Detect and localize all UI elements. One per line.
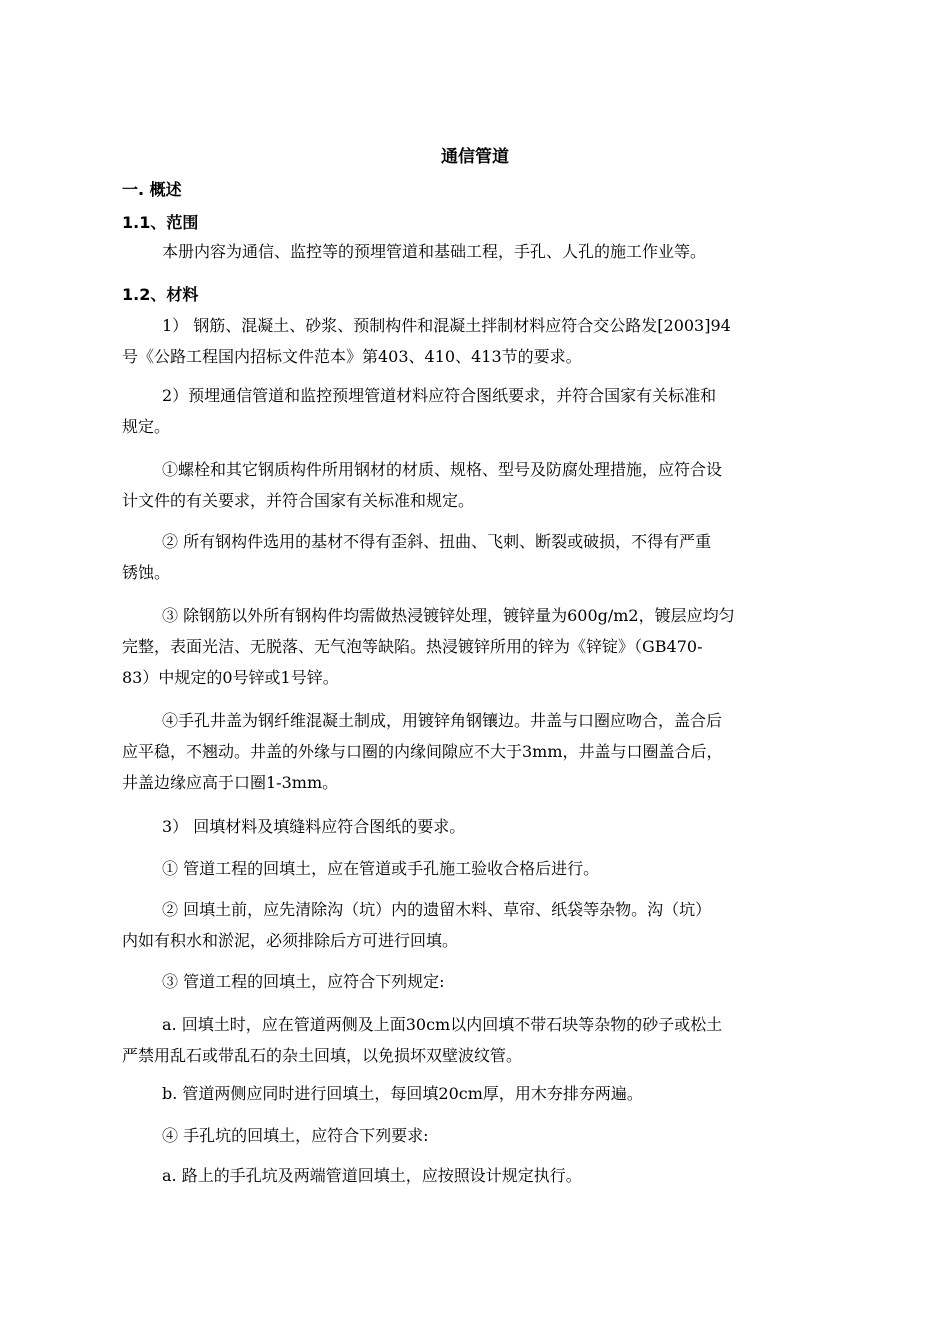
text-line: 计文件的有关要求，并符合国家有关标准和规定。 xyxy=(122,491,475,510)
paragraph-material-2 xyxy=(122,380,838,442)
subsection-heading-materials: 1.2、材料 xyxy=(122,285,199,304)
text-line: ② 回填土前，应先清除沟（坑）内的遗留木料、草帘、纸袋等杂物。沟（坑） xyxy=(162,900,712,919)
paragraph-material-2-item-4 xyxy=(122,705,838,798)
paragraph-material-2-item-3 xyxy=(122,600,838,693)
paragraph-material-3-item-3b xyxy=(122,1078,838,1109)
paragraph-material-3-item-3 xyxy=(122,966,838,997)
text-line: a. 回填土时，应在管道两侧及上面30cm以内回填不带石块等杂物的砂子或松土 xyxy=(162,1015,723,1034)
paragraph-material-3-item-1 xyxy=(122,853,838,884)
subsection-heading-scope: 1.1、范围 xyxy=(122,213,199,232)
paragraph-material-3-item-2 xyxy=(122,894,838,956)
text-line: 内如有积水和淤泥，必须排除后方可进行回填。 xyxy=(122,931,459,950)
scope-paragraph xyxy=(122,236,838,267)
text-line: ③ 除钢筋以外所有钢构件均需做热浸镀锌处理，镀锌量为600g/m2，镀层应均匀 xyxy=(162,606,735,625)
text-line: a. 路上的手孔坑及两端管道回填土，应按照设计规定执行。 xyxy=(162,1166,582,1185)
text-line: ① 管道工程的回填土，应在管道或手孔施工验收合格后进行。 xyxy=(162,859,600,878)
text-line: ④ 手孔坑的回填土，应符合下列要求: xyxy=(162,1126,429,1145)
paragraph-material-3-item-4 xyxy=(122,1120,838,1151)
text-line: 号《公路工程国内招标文件范本》第403、410、413节的要求。 xyxy=(122,347,582,366)
text-line: 规定。 xyxy=(122,417,171,436)
text-line: 2）预埋通信管道和监控预埋管道材料应符合图纸要求，并符合国家有关标准和 xyxy=(162,386,717,405)
text-line: 井盖边缘应高于口圈1-3mm。 xyxy=(122,773,339,792)
text-line: 严禁用乱石或带乱石的杂土回填，以免损坏双壁波纹管。 xyxy=(122,1046,523,1065)
text-line: 1） 钢筋、混凝土、砂浆、预制构件和混凝土拌制材料应符合交公路发[2003]94 xyxy=(162,316,731,335)
text-line: ①螺栓和其它钢质构件所用钢材的材质、规格、型号及防腐处理措施，应符合设 xyxy=(162,460,723,479)
text-line: 应平稳，不翘动。井盖的外缘与口圈的内缘间隙应不大于3mm，井盖与口圈盖合后， xyxy=(122,742,723,761)
paragraph-material-2-item-1 xyxy=(122,454,838,516)
text-line: ③ 管道工程的回填土，应符合下列规定: xyxy=(162,972,445,991)
paragraph-material-2-item-2 xyxy=(122,526,838,588)
text-line: 本册内容为通信、监控等的预埋管道和基础工程，手孔、人孔的施工作业等。 xyxy=(162,242,707,261)
text-line: 83）中规定的0号锌或1号锌。 xyxy=(122,668,339,687)
text-line: 锈蚀。 xyxy=(122,563,171,582)
paragraph-material-3 xyxy=(122,811,838,842)
text-line: 完整，表面光洁、无脱落、无气泡等缺陷。热浸镀锌所用的锌为《锌锭》（GB470- xyxy=(122,637,703,656)
text-line: 3） 回填材料及填缝料应符合图纸的要求。 xyxy=(162,817,466,836)
text-line: ② 所有钢构件选用的基材不得有歪斜、扭曲、飞刺、断裂或破损，不得有严重 xyxy=(162,532,712,551)
text-line: b. 管道两侧应同时进行回填土，每回填20cm厚，用木夯排夯两遍。 xyxy=(162,1084,643,1103)
document-title: 通信管道 xyxy=(441,147,509,167)
paragraph-material-3-item-3a xyxy=(122,1009,838,1071)
paragraph-material-1 xyxy=(122,310,838,372)
text-line: ④手孔井盖为钢纤维混凝土制成，用镀锌角钢镶边。井盖与口圈应吻合，盖合后 xyxy=(162,711,723,730)
paragraph-material-3-item-4a xyxy=(122,1160,838,1191)
section-heading-overview: 一. 概述 xyxy=(122,180,182,199)
